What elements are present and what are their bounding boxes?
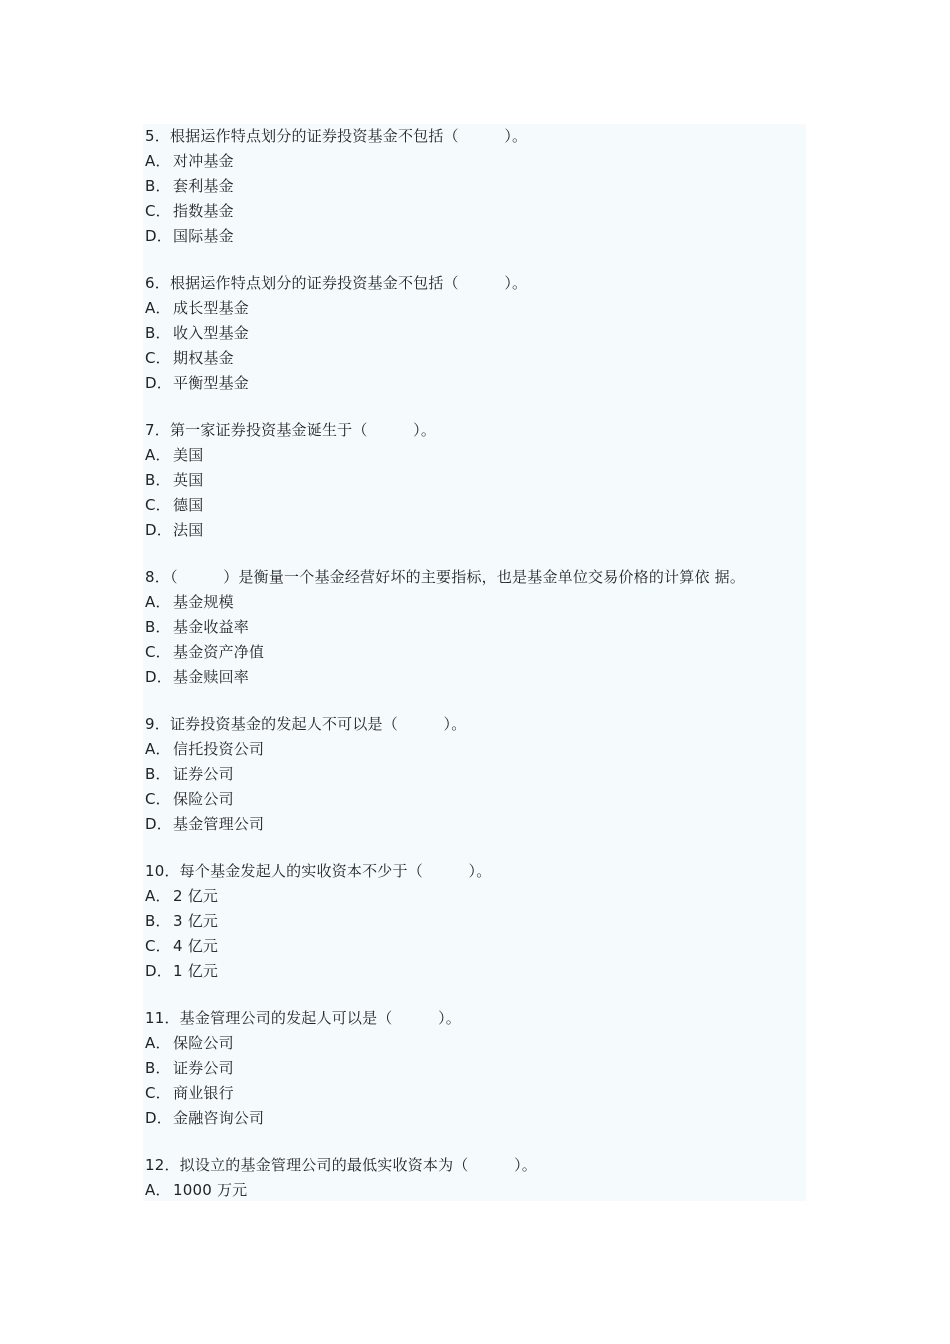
- question-stem: 9．证券投资基金的发起人不可以是（ ）。: [145, 715, 467, 733]
- question-stem: 5．根据运作特点划分的证券投资基金不包括（ ）。: [145, 127, 528, 145]
- option-text: 对冲基金: [173, 152, 234, 170]
- option-c: [145, 1081, 825, 1106]
- option-letter: A．: [145, 299, 171, 317]
- option-text: 4 亿元: [173, 937, 219, 955]
- option-d: [145, 371, 825, 396]
- option-d: [145, 665, 825, 690]
- option-letter: A．: [145, 740, 171, 758]
- question-stem: 12．拟设立的基金管理公司的最低实收资本为（ ）。: [145, 1156, 537, 1174]
- option-text: 成长型基金: [173, 299, 250, 317]
- option-letter: A．: [145, 1034, 171, 1052]
- option-d: [145, 959, 825, 984]
- option-letter: C．: [145, 937, 171, 955]
- question-5: [145, 124, 825, 249]
- option-b: [145, 174, 825, 199]
- option-c: [145, 493, 825, 518]
- option-d: [145, 1106, 825, 1131]
- option-letter: A．: [145, 152, 171, 170]
- option-letter: C．: [145, 202, 171, 220]
- option-text: 收入型基金: [173, 324, 250, 342]
- option-letter: B．: [145, 471, 171, 489]
- option-c: [145, 640, 825, 665]
- option-text: 法国: [173, 521, 204, 539]
- question-12: [145, 1153, 825, 1203]
- option-b: [145, 321, 825, 346]
- option-text: 英国: [173, 471, 204, 489]
- option-c: [145, 787, 825, 812]
- option-text: 2 亿元: [173, 887, 219, 905]
- option-text: 国际基金: [173, 227, 234, 245]
- option-letter: A．: [145, 593, 171, 611]
- option-a: [145, 1178, 825, 1203]
- option-c: [145, 934, 825, 959]
- option-a: [145, 884, 825, 909]
- option-d: [145, 812, 825, 837]
- option-letter: B．: [145, 324, 171, 342]
- option-text: 基金赎回率: [173, 668, 250, 686]
- question-6: [145, 271, 825, 396]
- option-d: [145, 518, 825, 543]
- option-letter: B．: [145, 177, 171, 195]
- option-letter: B．: [145, 1059, 171, 1077]
- option-letter: B．: [145, 912, 171, 930]
- question-stem: 11．基金管理公司的发起人可以是（ ）。: [145, 1009, 461, 1027]
- option-a: [145, 590, 825, 615]
- option-letter: B．: [145, 765, 171, 783]
- option-text: 指数基金: [173, 202, 234, 220]
- question-stem: 8．（ ）是衡量一个基金经营好坏的主要指标，也是基金单位交易价格的计算依 据。: [145, 568, 746, 586]
- option-text: 3 亿元: [173, 912, 219, 930]
- question-stem: 10．每个基金发起人的实收资本不少于（ ）。: [145, 862, 492, 880]
- option-text: 基金资产净值: [173, 643, 265, 661]
- option-letter: D．: [145, 374, 172, 392]
- option-letter: D．: [145, 1109, 172, 1127]
- option-letter: C．: [145, 643, 171, 661]
- option-c: [145, 346, 825, 371]
- option-letter: D．: [145, 815, 172, 833]
- option-text: 保险公司: [173, 1034, 234, 1052]
- option-letter: C．: [145, 349, 171, 367]
- option-letter: A．: [145, 887, 171, 905]
- option-text: 信托投资公司: [173, 740, 265, 758]
- option-letter: D．: [145, 668, 172, 686]
- question-stem: 7．第一家证券投资基金诞生于（ ）。: [145, 421, 437, 439]
- option-b: [145, 615, 825, 640]
- option-letter: B．: [145, 618, 171, 636]
- option-a: [145, 1031, 825, 1056]
- option-text: 证券公司: [173, 1059, 234, 1077]
- option-letter: D．: [145, 227, 172, 245]
- option-letter: A．: [145, 446, 171, 464]
- question-11: [145, 1006, 825, 1131]
- option-text: 美国: [173, 446, 204, 464]
- option-text: 基金管理公司: [173, 815, 265, 833]
- option-letter: D．: [145, 521, 172, 539]
- option-text: 1000 万元: [173, 1181, 248, 1199]
- question-stem: 6．根据运作特点划分的证券投资基金不包括（ ）。: [145, 274, 528, 292]
- option-a: [145, 737, 825, 762]
- option-text: 金融咨询公司: [173, 1109, 265, 1127]
- option-letter: C．: [145, 790, 171, 808]
- question-list: [143, 124, 806, 1201]
- option-a: [145, 149, 825, 174]
- option-b: [145, 1056, 825, 1081]
- option-letter: C．: [145, 1084, 171, 1102]
- option-text: 基金收益率: [173, 618, 250, 636]
- question-7: [145, 418, 825, 543]
- option-b: [145, 468, 825, 493]
- option-text: 平衡型基金: [173, 374, 250, 392]
- option-text: 基金规模: [173, 593, 234, 611]
- option-text: 期权基金: [173, 349, 234, 367]
- option-text: 套利基金: [173, 177, 234, 195]
- question-8: [145, 565, 825, 690]
- question-9: [145, 712, 825, 837]
- option-b: [145, 909, 825, 934]
- option-text: 德国: [173, 496, 204, 514]
- option-text: 1 亿元: [173, 962, 219, 980]
- option-a: [145, 296, 825, 321]
- option-d: [145, 224, 825, 249]
- option-c: [145, 199, 825, 224]
- option-b: [145, 762, 825, 787]
- option-a: [145, 443, 825, 468]
- option-letter: D．: [145, 962, 172, 980]
- question-10: [145, 859, 825, 984]
- option-text: 保险公司: [173, 790, 234, 808]
- option-letter: C．: [145, 496, 171, 514]
- option-letter: A．: [145, 1181, 171, 1199]
- option-text: 商业银行: [173, 1084, 234, 1102]
- option-text: 证券公司: [173, 765, 234, 783]
